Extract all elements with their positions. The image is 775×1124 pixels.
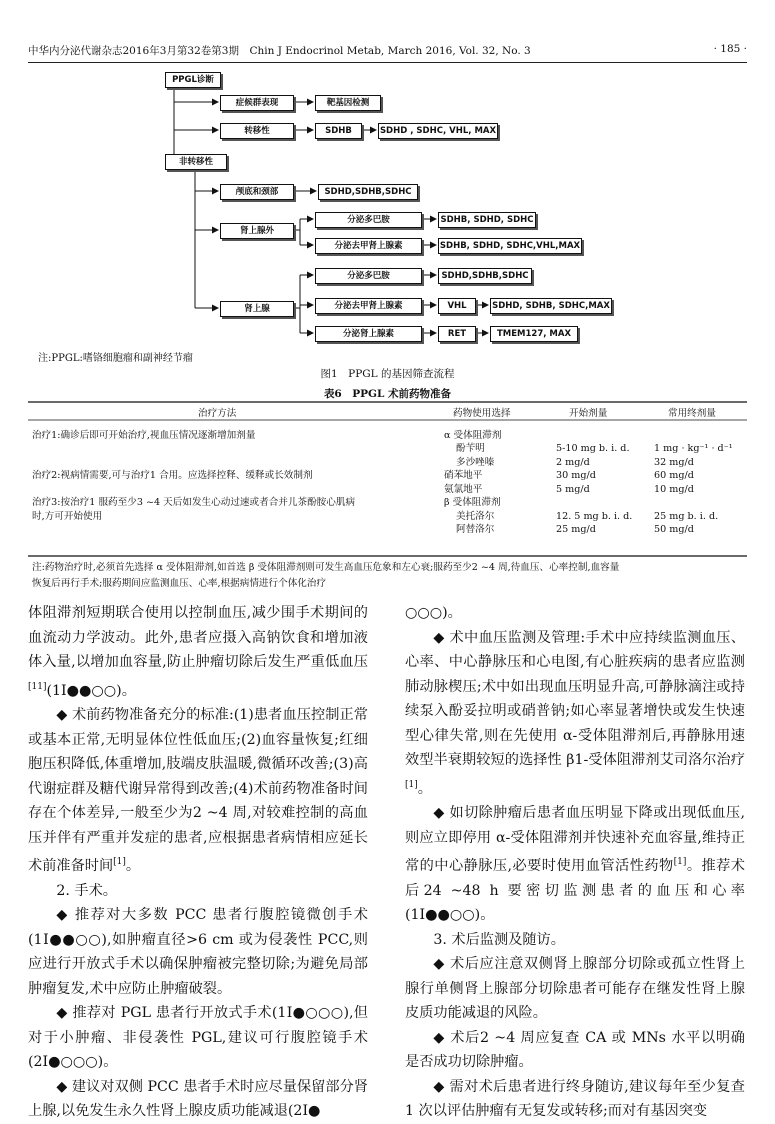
paragraph: ◆ 术后2 ~4 周应复查 CA 或 MNs 水平以明确是否成功切除肿瘤。 bbox=[405, 1029, 745, 1070]
node-head-neck-genes: SDHD,SDHB,SDHC bbox=[318, 184, 418, 200]
table-caption: 表6 PPGL 术前药物准备 bbox=[323, 388, 452, 400]
node-ad-norepi: 分泌去甲肾上腺素 bbox=[315, 298, 422, 314]
paragraph: ◆ 术后应注意双侧肾上腺部分切除或孤立性肾上腺行单侧肾上腺部分切除患者可能存在继发性肾上腺皮质功能减退的风险。 bbox=[405, 956, 745, 1021]
paragraph: 体阻滞剂短期联合使用以控制血压,减少围手术期间的血流动力学波动。此外,患者应摄入高钠饮食和增加液体入量,以增加血容量,防止肿瘤切除后发生严重低血压[11](1Ⅰ●●○○)。 bbox=[28, 605, 368, 699]
node-metastatic-gene: SDHB bbox=[315, 123, 362, 139]
section-heading: 2. 手术。 bbox=[56, 882, 117, 899]
table-row: 酚苄明 5-10 mg b. i. d. 1 mg · kg⁻¹ · d⁻¹ bbox=[456, 443, 733, 454]
body-right-column bbox=[405, 601, 745, 1124]
node-metastatic-genes: SDHD , SDHC, VHL, MAX bbox=[378, 123, 498, 139]
table-row: 治疗3:按治疗1 服药至少3 ~4 天后如发生心动过速或者合并儿茶酚胺心肌病 β 受体阻滞剂 bbox=[32, 497, 501, 508]
th-end: 常用终剂量 bbox=[668, 408, 716, 419]
th-method: 治疗方法 bbox=[198, 408, 237, 419]
node-ea-dopamine-genes: SDHB, SDHD, SDHC bbox=[438, 212, 536, 228]
table-note: 注:药物治疗时,必须首先选择 α 受体阻滞剂,如首选 β 受体阻滞剂则可发生高血压危象和左心衰;服药至少2 ~4 周,待血压、心率控制,血容量 恢复后再行手术;服药期间应监测血压、心率,根据病情进行个体化治疗 bbox=[32, 562, 620, 589]
node-ad-norepi-genes: SDHD, SDHB, SDHC,MAX bbox=[490, 298, 612, 314]
table-row: 氨氯地平 5 mg/d 10 mg/d bbox=[444, 483, 694, 495]
table-row: 阿替洛尔 25 mg/d 50 mg/d bbox=[456, 524, 694, 535]
node-target-gene-test: 靶基因检测 bbox=[315, 95, 381, 111]
paragraph: ◆ 术前药物准备充分的标准:(1)患者血压控制正常或基本正常,无明显体位性低血压;(2)血容量恢复;红细胞压积降低,体重增加,肢端皮肤温暖,微循环改善;(3)高代谢症群及糖代谢异常得到改善;(4)术前药物准备时间存在个体差异,一般至少为2 ~4 周,对较难控制的高血压并伴有严重并发症的患者,应根据患者病情相应延长术前准备时间[1]。 bbox=[28, 707, 368, 874]
node-ad-norepi-gene: VHL bbox=[438, 298, 476, 314]
figure-note: 注:PPGL:嗜铬细胞瘤和副神经节瘤 bbox=[38, 353, 193, 364]
figure-caption: 图1 PPGL 的基因筛查流程 bbox=[320, 368, 455, 380]
paragraph: ◆ 推荐对大多数 PCC 患者行腹腔镜微创手术(1Ⅰ●●○○),如肿瘤直径>6 cm 或为侵袭性 PCC,则应进行开放式手术以确保肿瘤被完整切除;为避免局部肿瘤复发,术中应防止肿瘤破裂。 bbox=[28, 907, 368, 997]
table-row: 治疗1:确诊后即可开始治疗,视血压情况逐渐增加剂量 α 受体阻滞剂 bbox=[32, 429, 502, 441]
node-ad-epi-gene: RET bbox=[438, 326, 476, 342]
th-start: 开始剂量 bbox=[569, 408, 608, 419]
node-ad-epi: 分泌肾上腺素 bbox=[315, 326, 422, 342]
flowchart-connectors bbox=[0, 0, 775, 345]
journal-citation: 中华内分泌代谢杂志2016年3月第32卷第3期 Chin J Endocrinol Metab, March 2016, Vol. 32, No. 3 bbox=[28, 45, 531, 57]
table-header-row bbox=[28, 407, 747, 421]
paragraph: ◆ 如切除肿瘤后患者血压明显下降或出现低血压,则应立即停用 α-受体阻滞剂并快速补充血容量,维持正常的中心静脉压,必要时使用血管活性药物[1]。推荐术后24 ~48 h 要密切监测患者的血压和心率(1Ⅰ●●○○)。 bbox=[405, 805, 745, 923]
paragraph: ◆ 推荐对 PGL 患者行开放式手术(1Ⅰ●○○○),但对于小肿瘤、非侵袭性 PGL,建议可行腹腔镜手术(2Ⅰ●○○○)。 bbox=[28, 1005, 368, 1070]
paragraph: ◆ 需对术后患者进行终身随访,建议每年至少复查1 次以评估肿瘤有无复发或转移;而对有基因突变 bbox=[405, 1078, 745, 1119]
node-ea-norepi-genes: SDHB, SDHD, SDHC,VHL,MAX bbox=[438, 238, 582, 254]
node-ea-norepi: 分泌去甲肾上腺素 bbox=[315, 238, 422, 254]
th-drug: 药物使用选择 bbox=[453, 408, 511, 419]
node-adrenal: 肾上腺 bbox=[220, 301, 294, 317]
table-row: 治疗2:视病情需要,可与治疗1 合用。应选择控释、缓释或长效制剂 硝苯地平 30 mg/d 60 mg/d bbox=[32, 470, 694, 481]
node-ad-epi-genes: TMEM127, MAX bbox=[490, 326, 578, 342]
paragraph: ○○○)。 bbox=[405, 605, 462, 621]
drug-table bbox=[28, 404, 747, 537]
node-ad-dopamine: 分泌多巴胺 bbox=[315, 268, 422, 284]
node-non-metastatic: 非转移性 bbox=[165, 154, 227, 170]
page-number: · 185 · bbox=[713, 43, 747, 55]
paragraph: ◆ 建议对双侧 PCC 患者手术时应尽量保留部分肾上腺,以免发生永久性肾上腺皮质功能减退(2Ⅰ● bbox=[28, 1078, 368, 1119]
table-row: 多沙唑嗪 2 mg/d 32 mg/d bbox=[456, 456, 694, 468]
paragraph: ◆ 术中血压监测及管理:手术中应持续监测血压、心率、中心静脉压和心电图,有心脏疾病的患者应监测肺动脉楔压;术中如出现血压明显升高,可静脉滴注或持续泵入酚妥拉明或硝普钠;如心率显著增快或发生快速型心律失常,则在先使用 α-受体阻滞剂后,再静脉用速效型半衰期较短的选择性 β1-受体阻滞剂艾司洛尔治疗[1]。 bbox=[405, 629, 745, 797]
node-ad-dopamine-genes: SDHD,SDHB,SDHC bbox=[438, 268, 532, 284]
body-left-column bbox=[28, 601, 368, 1124]
node-extra-adrenal: 肾上腺外 bbox=[220, 223, 294, 239]
node-ea-dopamine: 分泌多巴胺 bbox=[315, 212, 422, 228]
node-head-neck: 颅底和颈部 bbox=[220, 184, 294, 200]
node-ppgl-diagnosis: PPGL诊断 bbox=[165, 72, 221, 88]
table-row: 时,方可开始使用 美托洛尔 12. 5 mg b. i. d. 25 mg b. i. d. bbox=[32, 510, 719, 522]
node-syndrome: 症候群表现 bbox=[220, 95, 294, 111]
section-heading: 3. 术后监测及随访。 bbox=[433, 931, 565, 948]
flowchart-figure bbox=[0, 0, 775, 345]
node-metastatic: 转移性 bbox=[220, 123, 294, 139]
